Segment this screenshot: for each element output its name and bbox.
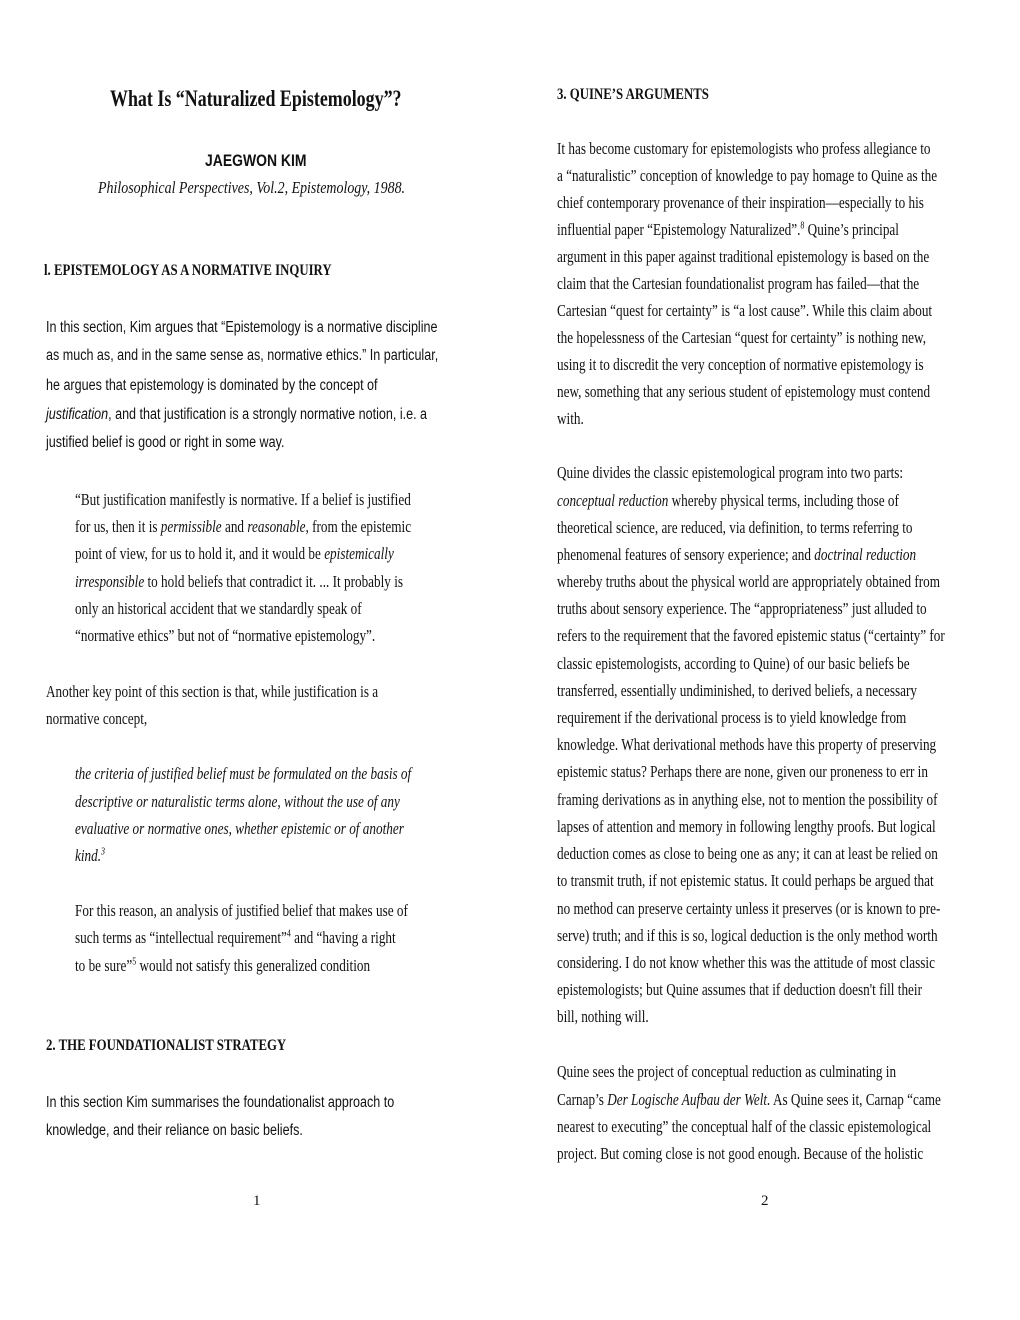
text-span: kind. xyxy=(75,846,102,865)
text-line: new, something that any serious student of epistemology must contend xyxy=(557,382,931,401)
text-line: normative concept, xyxy=(46,709,148,728)
text-line: to transmit truth, if not epistemic status. It could perhaps be argued that xyxy=(557,871,934,890)
text-line: It has become customary for epistemologists who profess allegiance to xyxy=(557,139,931,158)
section-heading-3: 3. QUINE’S ARGUMENTS xyxy=(557,86,709,103)
text-line: bill, nothing will. xyxy=(557,1007,649,1026)
emphasis: irresponsible xyxy=(75,572,145,591)
text-line: requirement if the derivational process is to yield knowledge from xyxy=(557,708,907,727)
quote-line: descriptive or naturalistic terms alone, without the use of any xyxy=(75,792,400,811)
text-span: and “having a right xyxy=(290,928,396,947)
quote-line: the criteria of justified belief must be formulated on the basis of xyxy=(75,764,412,783)
text-line: project. But coming close is not good enough. Because of the holistic xyxy=(557,1144,924,1163)
text-line: no method can preserve certainty unless it preserves (or is known to pre- xyxy=(557,899,941,918)
text-span: point of view, for us to hold it, and it would be xyxy=(75,544,325,563)
text-line: truths about sensory experience. The “appropriateness” just alluded to xyxy=(557,599,927,618)
quote-line: only an historical accident that we standardly speak of xyxy=(75,599,362,618)
text-line: epistemologists; but Quine assumes that if deduction doesn't fill their xyxy=(557,980,922,999)
quote-line: “But justification manifestly is normative. If a belief is justified xyxy=(75,490,411,509)
quote-line xyxy=(75,956,370,976)
text-line: Another key point of this section is that, while justification is a xyxy=(46,682,379,701)
quote-line xyxy=(75,572,403,592)
text-line: as much as, and in the same sense as, normative ethics.” In particular, xyxy=(46,347,439,364)
quote-line: evaluative or normative ones, whether epistemic or of another xyxy=(75,819,404,838)
footnote-marker: 3 xyxy=(101,846,106,858)
text-line: Quine sees the project of conceptual reduction as culminating in xyxy=(557,1062,897,1081)
quote-line: “normative ethics” but not of “normative epistemology”. xyxy=(75,626,376,645)
text-line: framing derivations as in anything else, not to mention the possibility of xyxy=(557,790,938,809)
text-span: would not satisfy this generalized condition xyxy=(136,956,371,975)
footnote-marker: 8 xyxy=(800,220,805,232)
text-line: claim that the Cartesian foundationalist program has failed—that the xyxy=(557,274,920,293)
text-line: refers to the requirement that the favored epistemic status (“certainty” for xyxy=(557,626,945,645)
text-line: knowledge. What derivational methods have this property of preserving xyxy=(557,735,937,754)
emphasis: Der Logische Aufbau der Welt. xyxy=(607,1090,771,1109)
text-line xyxy=(557,220,899,240)
text-line: considering. I do not know whether this was the attitude of most classic xyxy=(557,953,935,972)
text-line: a “naturalistic” conception of knowledge to pay homage to Quine as the xyxy=(557,166,938,185)
text-line: serve) truth; and if this is so, logical deduction is the only method worth xyxy=(557,926,938,945)
text-span: such terms as “intellectual requirement” xyxy=(75,928,287,947)
text-span: Carnap’s xyxy=(557,1090,608,1109)
text-span: , from the epistemic xyxy=(305,517,412,536)
text-line: knowledge, and their reliance on basic beliefs. xyxy=(46,1122,303,1139)
text-line: whereby truths about the physical world are appropriately obtained from xyxy=(557,572,941,591)
quote-line xyxy=(75,846,105,866)
text-span: influential paper “Epistemology Naturalized”. xyxy=(557,220,801,239)
text-line: classic epistemologists, according to Quine) of our basic beliefs be xyxy=(557,654,910,673)
page-number-left: 1 xyxy=(253,1193,261,1209)
text-line: chief contemporary provenance of their inspiration—especially to his xyxy=(557,193,924,212)
text-span: to be sure” xyxy=(75,956,133,975)
quote-line xyxy=(75,928,396,948)
text-line: transferred, essentially undiminished, to derived beliefs, a necessary xyxy=(557,681,917,700)
text-line xyxy=(557,491,899,511)
text-line: In this section Kim summarises the foundationalist approach to xyxy=(46,1094,395,1111)
emphasis: permissible xyxy=(160,517,222,536)
text-line: the hopelessness of the Cartesian “quest for certainty” is nothing new, xyxy=(557,328,927,347)
emphasis: reasonable xyxy=(247,517,306,536)
text-span: , and that justification is a strongly normative notion, i.e. a xyxy=(108,406,428,423)
section-heading-2: 2. THE FOUNDATIONALIST STRATEGY xyxy=(46,1037,287,1054)
emphasis: justification xyxy=(46,406,109,423)
quote-line xyxy=(75,517,411,537)
author-name: JAEGWON KIM xyxy=(205,151,307,170)
text-line: nearest to executing” the conceptual half of the classic epistemological xyxy=(557,1117,932,1136)
text-span: whereby physical terms, including those of xyxy=(668,491,899,510)
text-line xyxy=(46,406,427,424)
journal-citation: Philosophical Perspectives, Vol.2, Epistemology, 1988. xyxy=(98,178,406,197)
text-line: theoretical science, are reduced, via definition, to terms referring to xyxy=(557,518,913,537)
emphasis: epistemically xyxy=(324,544,394,563)
text-line xyxy=(557,545,916,565)
footnote-marker: 4 xyxy=(286,928,291,940)
text-line: lapses of attention and memory in following lengthy proofs. But logical xyxy=(557,817,936,836)
text-span: for us, then it is xyxy=(75,517,161,536)
text-line: In this section, Kim argues that “Epistemology is a normative discipline xyxy=(46,319,438,336)
quote-line xyxy=(75,544,394,564)
page-number-right: 2 xyxy=(761,1193,769,1209)
text-line: using it to discredit the very conception of normative epistemology is xyxy=(557,355,924,374)
text-line: Cartesian “quest for certainty” is “a lost cause”. While this claim about xyxy=(557,301,933,320)
text-line: epistemic status? Perhaps there are none, given our proneness to err in xyxy=(557,762,928,781)
text-line: he argues that epistemology is dominated by the concept of xyxy=(46,377,378,394)
text-line xyxy=(557,1090,941,1110)
section-heading-1: l. EPISTEMOLOGY AS A NORMATIVE INQUIRY xyxy=(44,262,332,279)
emphasis: conceptual reduction xyxy=(557,491,669,510)
text-line: argument in this paper against traditional epistemology is based on the xyxy=(557,247,930,266)
text-line: justified belief is good or right in some way. xyxy=(46,434,285,451)
text-span: As Quine sees it, Carnap “came xyxy=(770,1090,941,1109)
text-span: and xyxy=(221,517,248,536)
emphasis: doctrinal reduction xyxy=(814,545,917,564)
footnote-marker: 5 xyxy=(132,956,137,968)
text-span: to hold beliefs that contradict it. ... It probably is xyxy=(144,572,403,591)
text-span: phenomenal features of sensory experience; and xyxy=(557,545,815,564)
document-title: What Is “Naturalized Epistemology”? xyxy=(110,86,402,111)
text-line: with. xyxy=(557,409,584,428)
text-line: deduction comes as close to being one as any; it can at least be relied on xyxy=(557,844,938,863)
text-line: Quine divides the classic epistemological program into two parts: xyxy=(557,463,904,482)
text-span: Quine’s principal xyxy=(804,220,899,239)
quote-line: For this reason, an analysis of justified belief that makes use of xyxy=(75,901,408,920)
